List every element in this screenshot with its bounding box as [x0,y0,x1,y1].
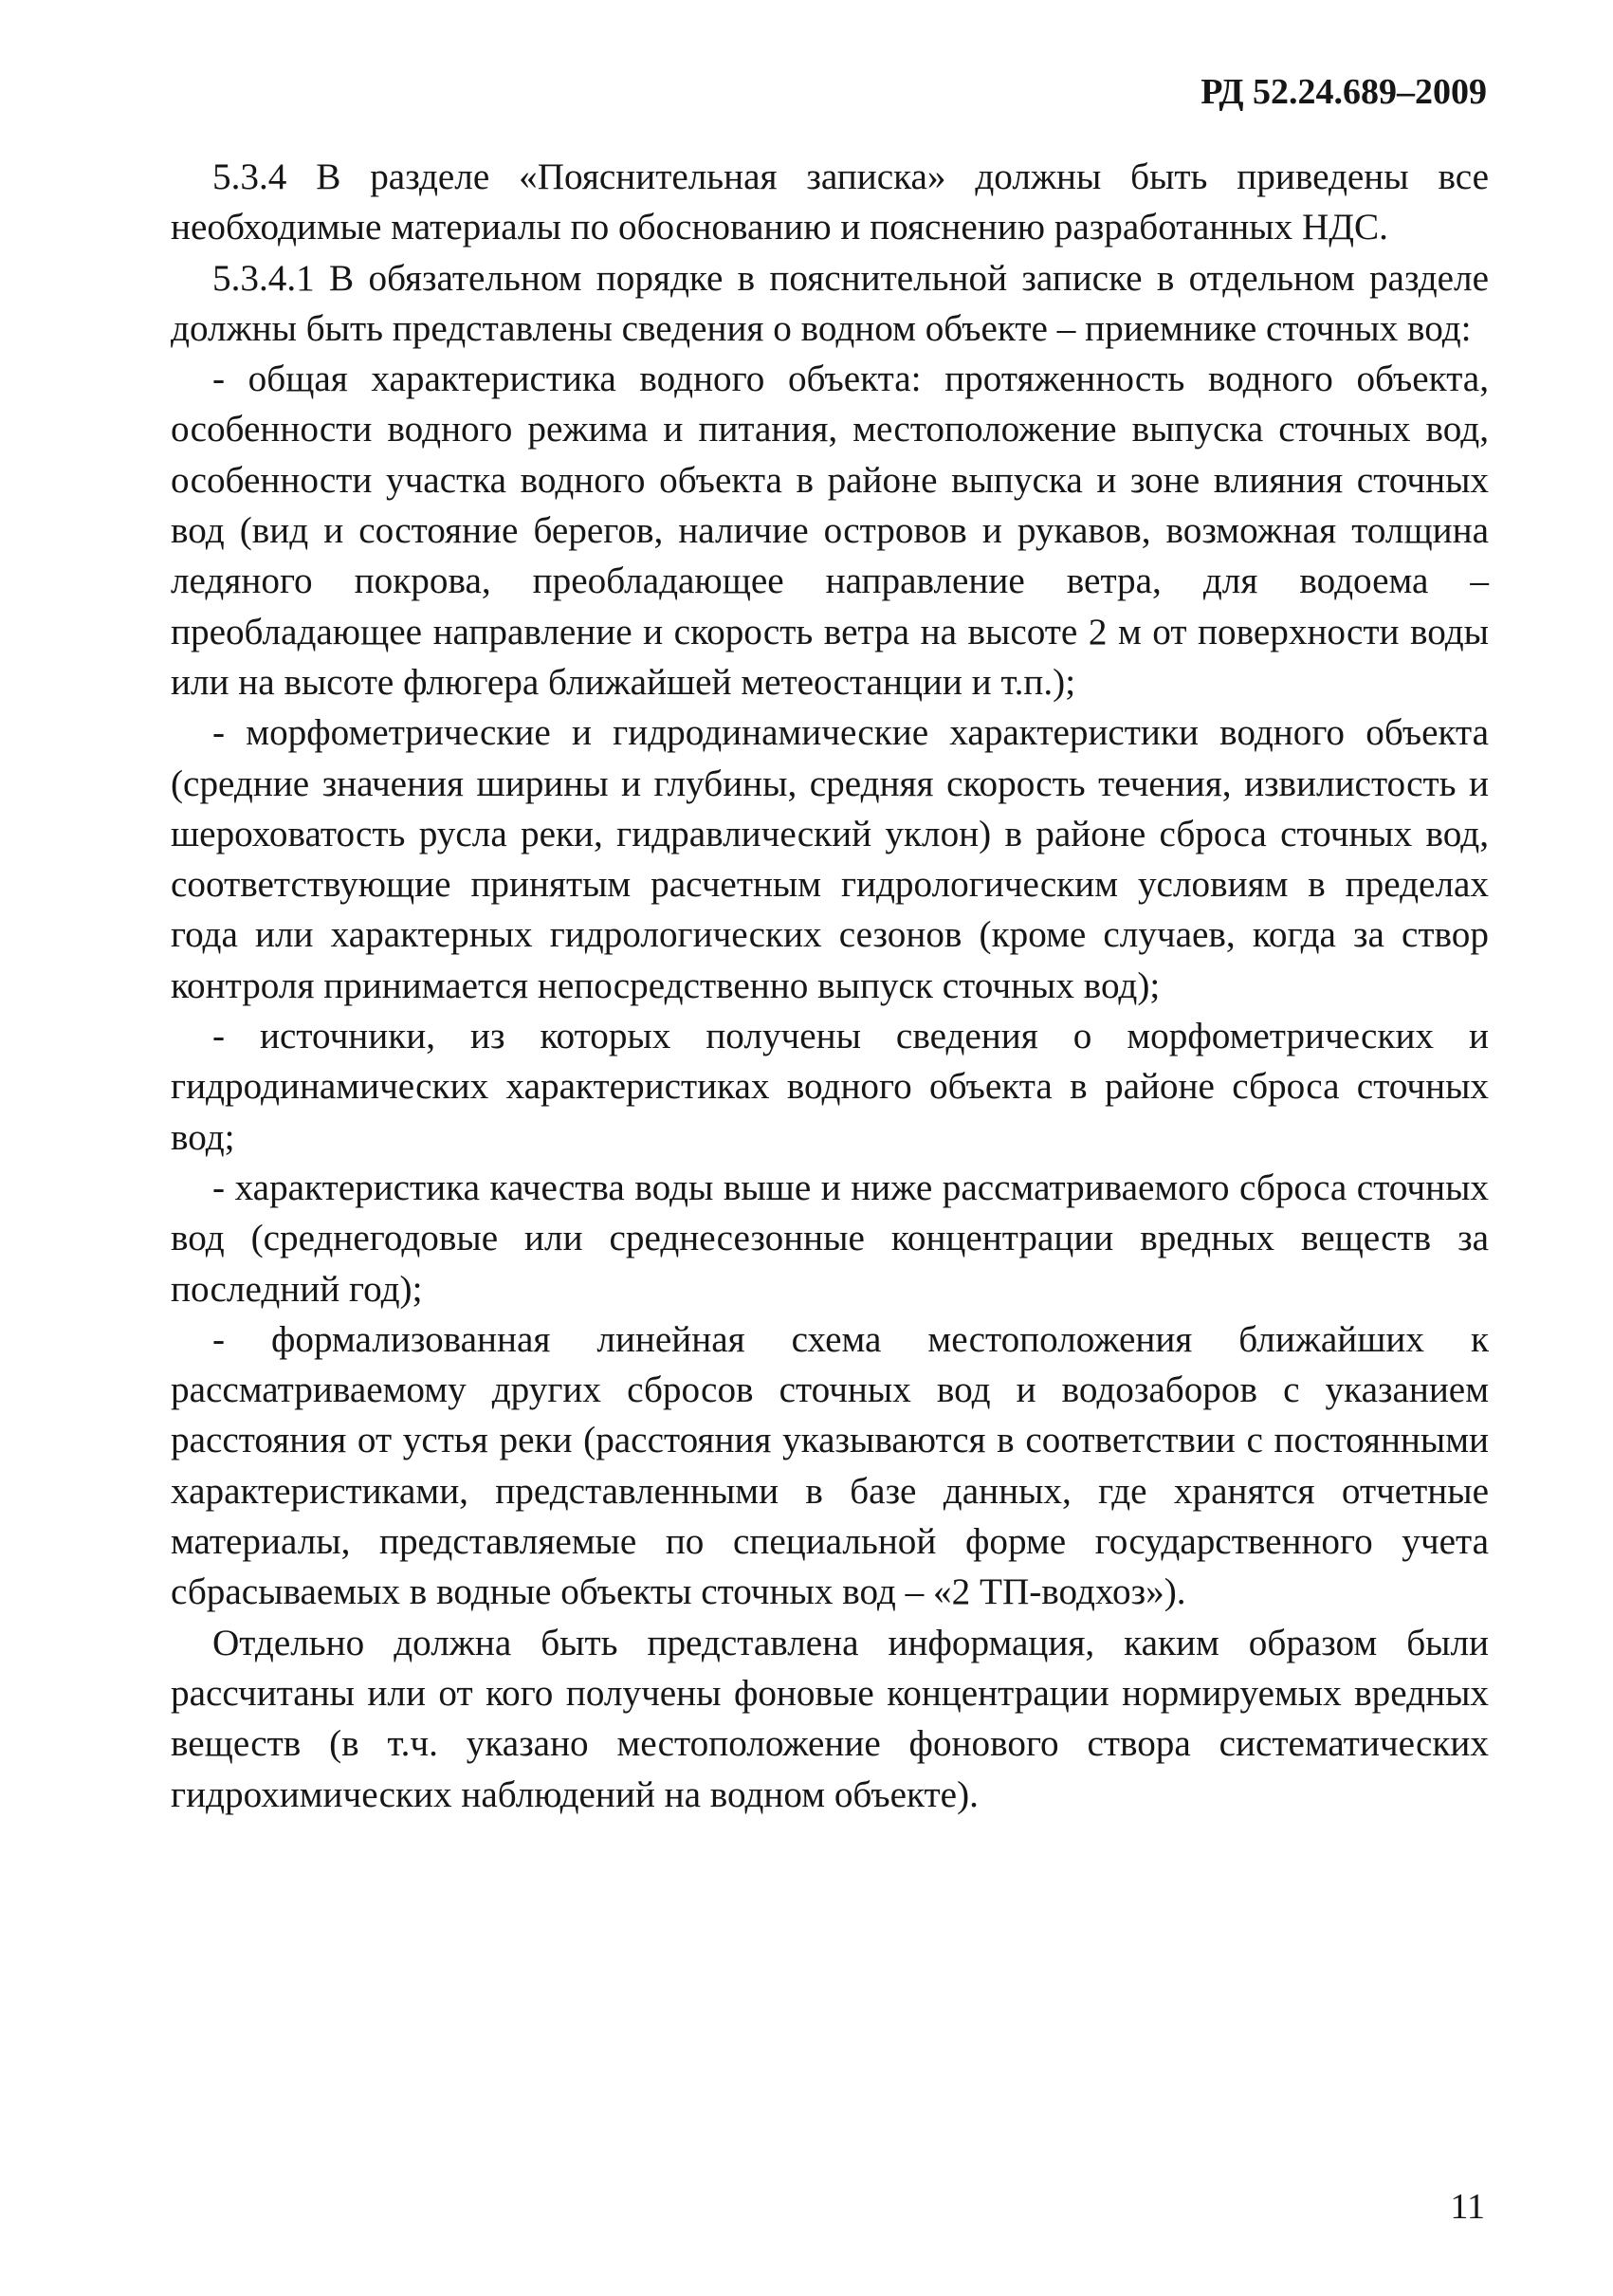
list-item-water-quality: - характеристика качества воды выше и ниже рассматриваемого сброса сточных вод (среднегодовые или среднесезонные концентрации вредных веществ за последний год); [171,1166,1489,1310]
list-item-linear-scheme: - формализованная линейная схема местоположения ближайших к рассматриваемому других сбросов сточных вод и водозаборов с указанием расстояния от устья реки (расстояния указываются в соответствии с постоянными характеристиками, представленными в базе данных, где хранятся отчетные материалы, представляемые по специальной форме государственного учета сбрасываемых в водные объекты сточных вод – «2 ТП-водхоз»). [171,1318,1489,1613]
document-code: РД 52.24.689–2009 [1201,72,1487,112]
list-item-morphometric-characteristics: - морфометрические и гидродинамические характеристики водного объекта (средние значения ширины и глубины, средняя скорость течения, извилистость и шероховатость русла реки, гидравлический уклон) в районе сброса сточных вод, соответствующие принятым расчетным гидрологическим условиям в пределах года или характерных гидрологических сезонов (кроме случаев, когда за створ контроля принимается непосредственно выпуск сточных вод); [171,712,1489,1006]
closing-paragraph: Отдельно должна быть представлена информация, каким образом были рассчитаны или от кого получены фоновые концентрации нормируемых вредных веществ (в т.ч. указано местоположение фонового створа систематических гидрохимических наблюдений на водном объекте). [171,1622,1489,1815]
list-item-sources: - источники, из которых получены сведения о морфометрических и гидродинамических характеристиках водного объекта в районе сброса сточных вод; [171,1016,1489,1158]
paragraph-5-3-4-1: 5.3.4.1 В обязательном порядке в пояснительной записке в отдельном разделе должны быть представлены сведения о водном объекте – приемнике сточных вод: [171,257,1489,349]
paragraph-5-3-4: 5.3.4 В разделе «Пояснительная записка» должны быть приведены все необходимые материалы по обоснованию и пояснению разработанных НДС. [171,156,1489,248]
list-item-general-characteristics: - общая характеристика водного объекта: протяженность водного объекта, особенности водного режима и питания, местоположение выпуска сточных вод, особенности участка водного объекта в районе выпуска и зоне влияния сточных вод (вид и состояние берегов, наличие островов и рукавов, возможная толщина ледяного покрова, преобладающее направление ветра, для водоема – преобладающее направление и скорость ветра на высоте 2 м от поверхности воды или на высоте флюгера ближайшей метеостанции и т.п.); [171,358,1489,703]
document-body [171,152,1489,1820]
page-number: 11 [1450,2187,1485,2227]
